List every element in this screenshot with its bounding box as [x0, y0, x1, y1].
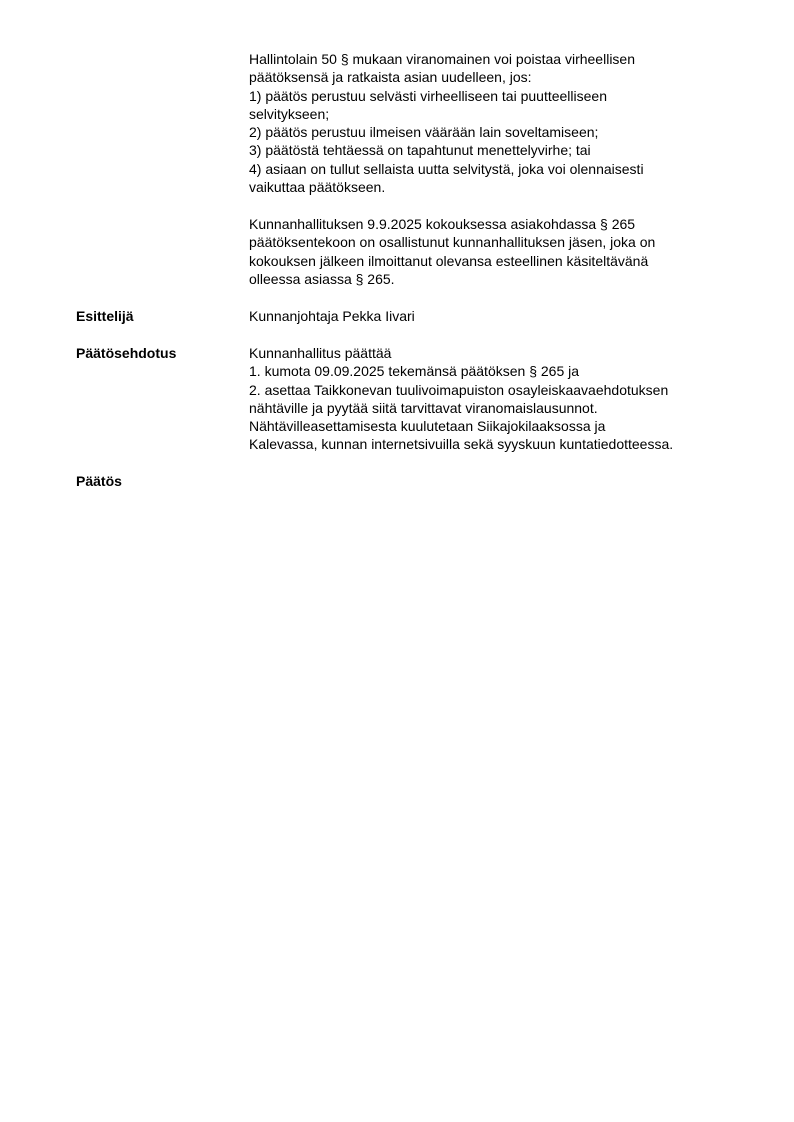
council-line: Kunnanhallituksen 9.9.2025 kokouksessa asiakohdassa § 265 — [249, 216, 636, 232]
proposal-line: Nähtävilleasettamisesta kuulutetaan Siikajokilaaksossa ja — [249, 418, 606, 435]
intro-line: selvitykseen; — [249, 105, 330, 122]
proposal-line: 1. kumota 09.09.2025 tekemänsä päätöksen § 265 ja — [249, 363, 580, 380]
presenter-value — [249, 307, 759, 325]
proposal-line: Kalevassa, kunnan internetsivuilla sekä syyskuun kuntatiedotteessa. — [249, 436, 674, 453]
council-line: kokouksen jälkeen ilmoittanut olevansa esteellinen käsiteltävänä — [249, 252, 649, 269]
intro-line: 4) asiaan on tullut sellaista uutta selvitystä, joka voi olennaisesti — [249, 160, 644, 177]
proposal-line: 2. asettaa Taikkonevan tuulivoimapuiston osayleiskaavaehdotuksen — [249, 381, 669, 398]
decision-label: Päätös — [76, 473, 122, 489]
council-line: päätöksentekoon on osallistunut kunnanhallituksen jäsen, joka on — [249, 234, 656, 251]
intro-line: 1) päätös perustuu selvästi virheelliseen tai puutteelliseen — [249, 87, 607, 104]
proposal-label: Päätösehdotus — [76, 345, 177, 361]
council-line: olleessa asiassa § 265. — [249, 270, 395, 287]
proposal-line: Kunnanhallitus päättää — [249, 345, 392, 361]
intro-line: Hallintolain 50 § mukaan viranomainen voi poistaa virheellisen — [249, 51, 635, 67]
council-paragraph — [249, 215, 759, 288]
proposal-text — [249, 344, 759, 454]
intro-line: päätöksensä ja ratkaista asian uudelleen, jos: — [249, 69, 532, 86]
presenter-label: Esittelijä — [76, 308, 134, 324]
intro-line: 3) päätöstä tehtäessä on tapahtunut menettelyvirhe; tai — [249, 142, 591, 159]
presenter-name: Kunnanjohtaja Pekka Iivari — [249, 308, 415, 324]
proposal-line: nähtäville ja pyytää siitä tarvittavat viranomaislausunnot. — [249, 399, 598, 416]
intro-line: 2) päätös perustuu ilmeisen väärään lain soveltamiseen; — [249, 124, 599, 141]
intro-line: vaikuttaa päätökseen. — [249, 179, 386, 196]
intro-paragraph — [249, 50, 759, 196]
